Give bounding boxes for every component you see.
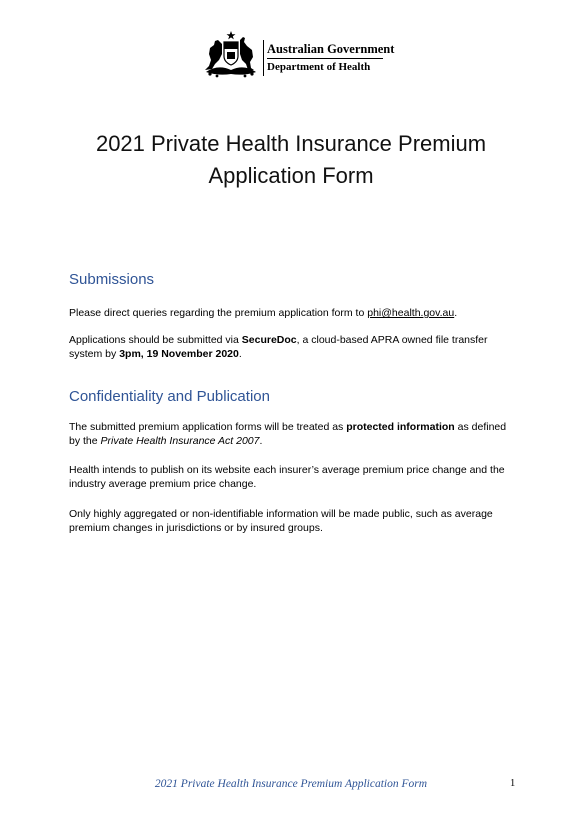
queries-end: . — [454, 307, 458, 319]
coat-of-arms-icon — [200, 30, 262, 78]
title-line-1: 2021 Private Health Insurance Premium — [95, 131, 487, 156]
protected-text-a: The submitted premium application forms will be treated as — [69, 421, 347, 433]
document-title — [60, 128, 522, 192]
submissions-heading: Submissions — [69, 271, 155, 288]
act-name-text: Private Health Insurance Act 2007 — [100, 435, 260, 447]
page-number: 1 — [510, 778, 516, 789]
confidentiality-heading: Confidentiality and Publication — [69, 388, 270, 405]
government-logo — [200, 30, 400, 78]
title-line-2: Application Form — [208, 163, 374, 188]
aggregated-info-paragraph: Only highly aggregated or non-identifiable information will be made public, such as average premium changes in jurisdictions or by insured groups. — [69, 508, 493, 534]
protected-info-text: protected information — [346, 421, 455, 433]
submissions-queries-paragraph — [69, 306, 519, 320]
method-text-a: Applications should be submitted via — [69, 334, 242, 346]
queries-text: Please direct queries regarding the premium application form to — [69, 307, 368, 319]
publish-paragraph: Health intends to publish on its website each insurer’s average premium price change and the industry average premium price change. — [69, 464, 505, 490]
submissions-method-paragraph — [69, 333, 519, 361]
protected-text-e: . — [259, 435, 263, 447]
logo-divider — [263, 40, 264, 76]
method-text-e: . — [238, 348, 242, 360]
logo-rule — [267, 58, 383, 59]
protected-text-c: as defined by the — [69, 421, 507, 447]
footer-title: 2021 Private Health Insurance Premium Application Form — [154, 778, 428, 790]
deadline-text: 3pm, 19 November 2020 — [119, 348, 239, 360]
securedoc-text: SecureDoc — [241, 334, 297, 346]
protected-info-paragraph — [69, 420, 519, 448]
method-text-c: , a cloud-based APRA owned file transfer system by — [69, 334, 488, 360]
department-name: Department of Health — [267, 61, 371, 73]
email-link[interactable]: phi@health.gov.au — [367, 307, 455, 319]
government-name: Australian Government — [267, 42, 395, 56]
